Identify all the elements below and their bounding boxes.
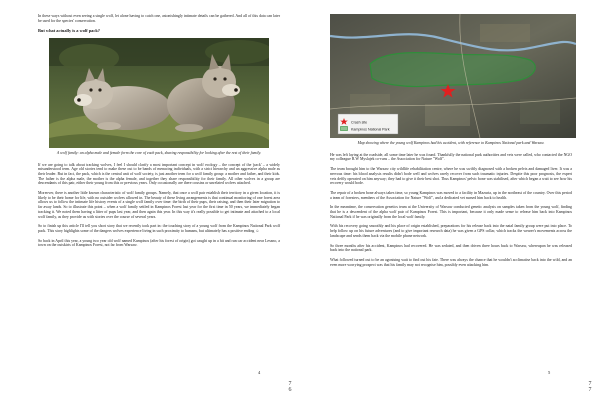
national-park-area <box>370 53 535 87</box>
map-caption: Map showing where the young wolf Kampinos had his accident, with reference to Kampinos National park and Warsaw. <box>357 141 545 145</box>
body-paragraph: The repair of a broken bone always takes time, so young Kampinos was moved to a facility in Mazuria, up in the northeast of the country. Over this period a team of foresters, members of the Association for Nature "Wolf", and a dedicated vet nursed him back to health. <box>330 190 572 200</box>
legend-label: Kampinos National Park <box>351 127 390 132</box>
body-paragraph: In the meantime, the conservation genetics team at the University of Warsaw conducted genetic analysis on samples taken from the young wolf, finding that he is a descendent of the alpha wolf pair of Kampinos Forest. This is important, because it only made sense to release him back into Kampinos National Park if he was originally from the local wolf family. <box>330 205 572 219</box>
body-paragraph: So back in April this year, a young two year old wolf named Kampinos (after his forest of origin) got caught up in a hit and run car accident near Leszno, a town on the outskirts of Kampinos Forest, not far from Warsaw. <box>38 238 280 248</box>
photo-caption: A wolf family: an alpha male and female form the core of each pack, sharing responsibility for looking after the rest of their family. <box>56 150 262 155</box>
map-legend <box>338 114 398 134</box>
page-marker-line: 7 <box>288 381 292 387</box>
body-paragraph: So to finish up this article I'll tell you short story that we recently took part in: the touching story of a young wolf from the Kampinos National Park wolf pack. This story highlights some of the dangers wolves experience living in such proximity to humans, but ultimately has a positive ending ☺ <box>38 224 280 233</box>
body-paragraph: He was left laying at the roadside, all some time later he was found. Thankfully the national park authorities and vets were called, who contacted the NGO my colleague R.W Myslajek co-runs – the Association for Nature "Wolf". <box>330 152 572 162</box>
wolf-photo <box>49 38 269 148</box>
page-marker-line: 7 <box>588 387 592 393</box>
page-marker <box>286 381 294 393</box>
page-number: 4 <box>258 370 261 375</box>
body-paragraph: So three months after his accident, Kampinos had recovered. He was sedated, and then driven three hours back to Warsaw, whereupon he was released back into the national park. <box>330 243 572 253</box>
page-marker-line: 7 <box>588 381 592 387</box>
legend-label: Crash site <box>351 120 368 125</box>
body-paragraph: With his recovery going smoothly and his place of origin established, preparations for his release back into the natal family group were put into place. To help follow up on his future adventures (and to give important research data) he was given a GPS collar, which tracks the wearer's movements across the landscape and sends them back via the mobile phone network. <box>330 224 572 238</box>
body-paragraph: What followed turned out to be an agonising wait to find out his fate. There was always the chance that he wouldn't acclimatise back into the wild, and an even more worrying prospect was that his family may not recognise him, possibly even attacking him. <box>330 257 572 267</box>
section-heading: But what actually is a wolf pack? <box>38 28 100 34</box>
body-paragraph: The team brought him to the Warsaw city wildlife rehabilitation centre, where he was swiftly diagnosed with a broken pelvis and damaged liver. It was a nervous time: his blood analysis results didn't bode well and wolves rarely recover from such traumatic injuries. Despite this poor prognosis, the expert vets deftly operated on him anyway; they had to give it their best shot. Thus Kampinos' pelvic bone was stabilised, after which began a wait to see how his recovery would bode. <box>330 167 572 186</box>
location-map <box>330 14 576 138</box>
right-page <box>300 0 600 400</box>
body-paragraph: Moreover, there is another little known characteristic of wolf family groups. Namely, that once a wolf pair establish their territory in a given location, it is likely to be their home for life, with no outsider wolves allowed in. The beauty of these living arrangements is that continual monitoring of one forest area allows us to follow the intimate life history events of a single wolf family over time: the birth of their pups, their raising, and then their later migration to far away lands. So to illustrate this point – when a wolf family settled in Kampinos Forest last year for the first time in 50 years, we immediately began tracking it. We noted them having a litter of pups last year, and then again this year. In this way it's really possible to get intimate and attached to a local wolf family, as they provide us with stories over the course of several years. <box>38 191 280 219</box>
page-marker-line: 6 <box>288 387 292 393</box>
body-paragraph: If we are going to talk about tracking wolves, I feel I should clarify a most important concept in wolf ecology – the concept of the 'pack' – a widely misunderstood term. Age old stories tend to make these out to be bands of menacing individuals, with a strict hierarchy and an aggressive alpha male as their leader. But in fact, the pack, which is the central unit of wolf society, is just another term for a wolf family group: a mother and father, and their kids. The father is the alpha male, the mother is the alpha female, and together they share responsibility for their family. All other wolves in a group are descendants of this pair, either their young from this or previous years. Only occasionally are there cousins or unrelated wolves attached. <box>38 162 280 186</box>
page-marker <box>586 381 594 393</box>
page-number: 5 <box>548 370 551 375</box>
intro-paragraph: In these ways without even seeing a single wolf, let alone having to catch one, astonishingly intimate details can be gathered. And all of this data can later be used for the species' conservation. <box>38 14 280 23</box>
park-legend-swatch <box>341 127 348 131</box>
